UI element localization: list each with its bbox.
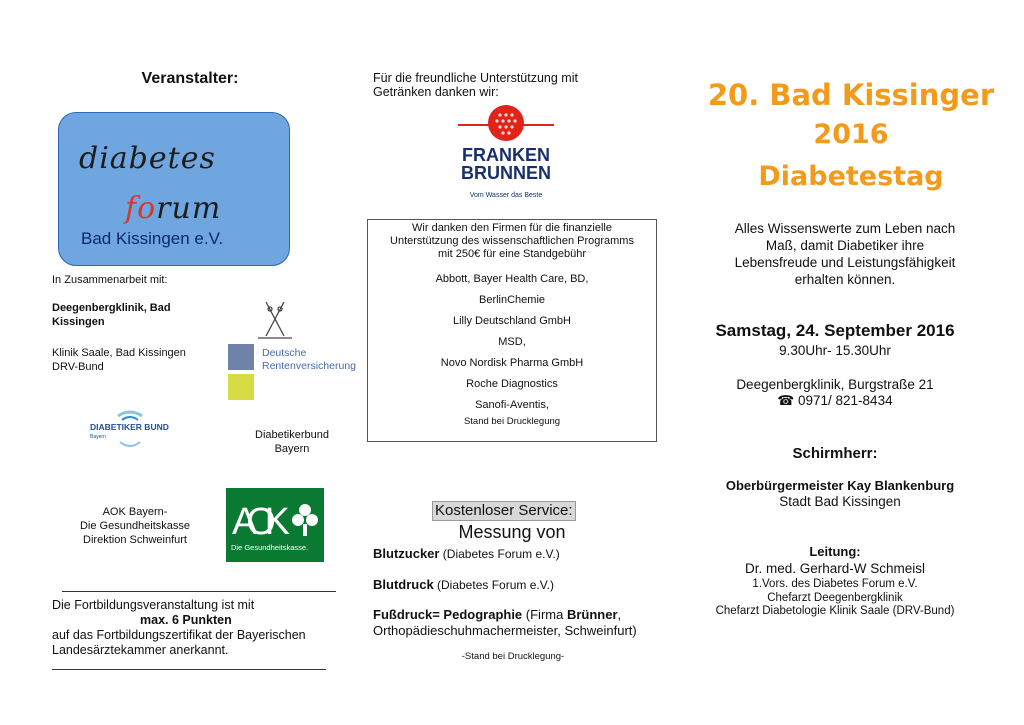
diabetikerbund-logo xyxy=(84,410,176,452)
patron-heading: Schirmherr: xyxy=(792,445,878,462)
fortbildung-note: Die Fortbildungsveranstaltung ist mit max. 6 Punkten auf das Fortbildungszertifikat der Bayerischen Landesärztekammer anerkannt. xyxy=(52,598,306,657)
svg-text:Deutsche: Deutsche xyxy=(262,347,307,359)
service-foot-pressure: Fußdruck= Pedographie (Firma Brünner, Orthopädieschuhmachermeister, Schweinfurt) xyxy=(373,607,637,638)
clinic-deegenberg: Deegenbergklinik, Bad Kissingen xyxy=(52,302,171,328)
svg-text:BRUNNEN: BRUNNEN xyxy=(461,163,551,183)
service-blood-pressure: Blutdruck (Diabetes Forum e.V.) xyxy=(373,577,554,592)
lead-name: Dr. med. Gerhard-W Schmeisl xyxy=(744,561,926,576)
logo-city: Bad Kissingen e.V. xyxy=(81,229,224,248)
patron-city: Stadt Bad Kissingen xyxy=(779,494,901,509)
logo-word-diabetes: diabetes xyxy=(79,141,216,176)
divider-top xyxy=(62,591,336,592)
event-intro: Alles Wissenswerte zum Leben nach Maß, damit Diabetiker ihre Lebensfreude und Leistungsfähigkeit erhalten können. xyxy=(734,221,956,287)
event-title-line3: Diabetestag xyxy=(758,161,944,192)
lead-heading: Leitung: xyxy=(809,544,861,559)
aok-logo xyxy=(226,488,324,562)
sponsor-company: Sanofi-Aventis, xyxy=(475,399,549,411)
sponsor-company: Novo Nordisk Pharma GmbH xyxy=(440,357,584,369)
beverage-sponsor-text: Für die freundliche Unterstützung mit Getränken danken wir: xyxy=(373,71,578,99)
svg-text:Rentenversicherung: Rentenversicherung xyxy=(262,360,356,372)
clinic-saale: Klinik Saale, Bad Kissingen DRV-Bund xyxy=(52,347,186,373)
logo-word-forum: forum xyxy=(125,191,222,226)
free-service-label: Kostenloser Service: xyxy=(432,501,576,521)
service-blood-sugar: Blutzucker (Diabetes Forum e.V.) xyxy=(373,546,560,561)
frankenbrunnen-logo xyxy=(456,103,556,201)
lead-role: Chefarzt Deegenbergklinik xyxy=(767,592,903,604)
sponsor-company: MSD, xyxy=(498,336,526,348)
organizer-heading: Veranstalter: xyxy=(141,70,239,87)
sponsor-company: Abbott, Bayer Health Care, BD, xyxy=(435,273,589,285)
stand-footer: -Stand bei Drucklegung- xyxy=(461,651,565,662)
svg-text:Die Gesundheitskasse.: Die Gesundheitskasse. xyxy=(231,543,309,552)
drv-logo xyxy=(226,300,356,404)
lead-role: 1.Vors. des Diabetes Forum e.V. xyxy=(752,578,918,590)
event-title-line1: 20. Bad Kissinger xyxy=(707,78,995,112)
divider-bottom xyxy=(52,669,326,670)
sponsor-stand-note: Stand bei Drucklegung xyxy=(463,416,561,427)
sponsor-company: Lilly Deutschland GmbH xyxy=(453,315,571,327)
diabetes-forum-logo xyxy=(58,112,290,266)
svg-text:Vom Wasser das Beste: Vom Wasser das Beste xyxy=(469,192,543,199)
patron-name: Oberbürgermeister Kay Blankenburg xyxy=(725,478,955,493)
aok-text: AOK Bayern- Die Gesundheitskasse Direktion Schweinfurt xyxy=(79,506,191,546)
sponsor-box xyxy=(367,219,657,442)
phone-icon: ☎ xyxy=(777,393,795,408)
svg-text:AOK: AOK xyxy=(232,501,290,543)
diabetikerbund-text: Diabetikerbund Bayern xyxy=(255,429,329,455)
sponsor-thanks: Wir danken den Firmen für die finanzielle Unterstützung des wissenschaftlichen Programms mit 250€ für eine Standgebühr xyxy=(390,222,634,260)
lead-role: Chefarzt Diabetologie Klinik Saale (DRV-Bund) xyxy=(715,605,955,617)
event-date: Samstag, 24. September 2016 xyxy=(715,321,955,340)
sponsor-company: Roche Diagnostics xyxy=(466,378,558,390)
event-title-year: 2016 xyxy=(813,119,889,150)
cooperation-label: In Zusammenarbeit mit: xyxy=(52,274,168,286)
event-phone: ☎ 0971/ 821-8434 xyxy=(777,393,893,408)
event-venue: Deegenbergklinik, Burgstraße 21 xyxy=(736,377,934,392)
svg-text:Bayern: Bayern xyxy=(90,434,106,440)
svg-text:DIABETIKER BUND: DIABETIKER BUND xyxy=(90,422,169,432)
sponsor-company: BerlinChemie xyxy=(478,294,546,306)
measurement-heading: Messung von xyxy=(458,522,566,542)
event-time: 9.30Uhr- 15.30Uhr xyxy=(779,343,891,358)
svg-text:FRANKEN: FRANKEN xyxy=(462,145,550,165)
